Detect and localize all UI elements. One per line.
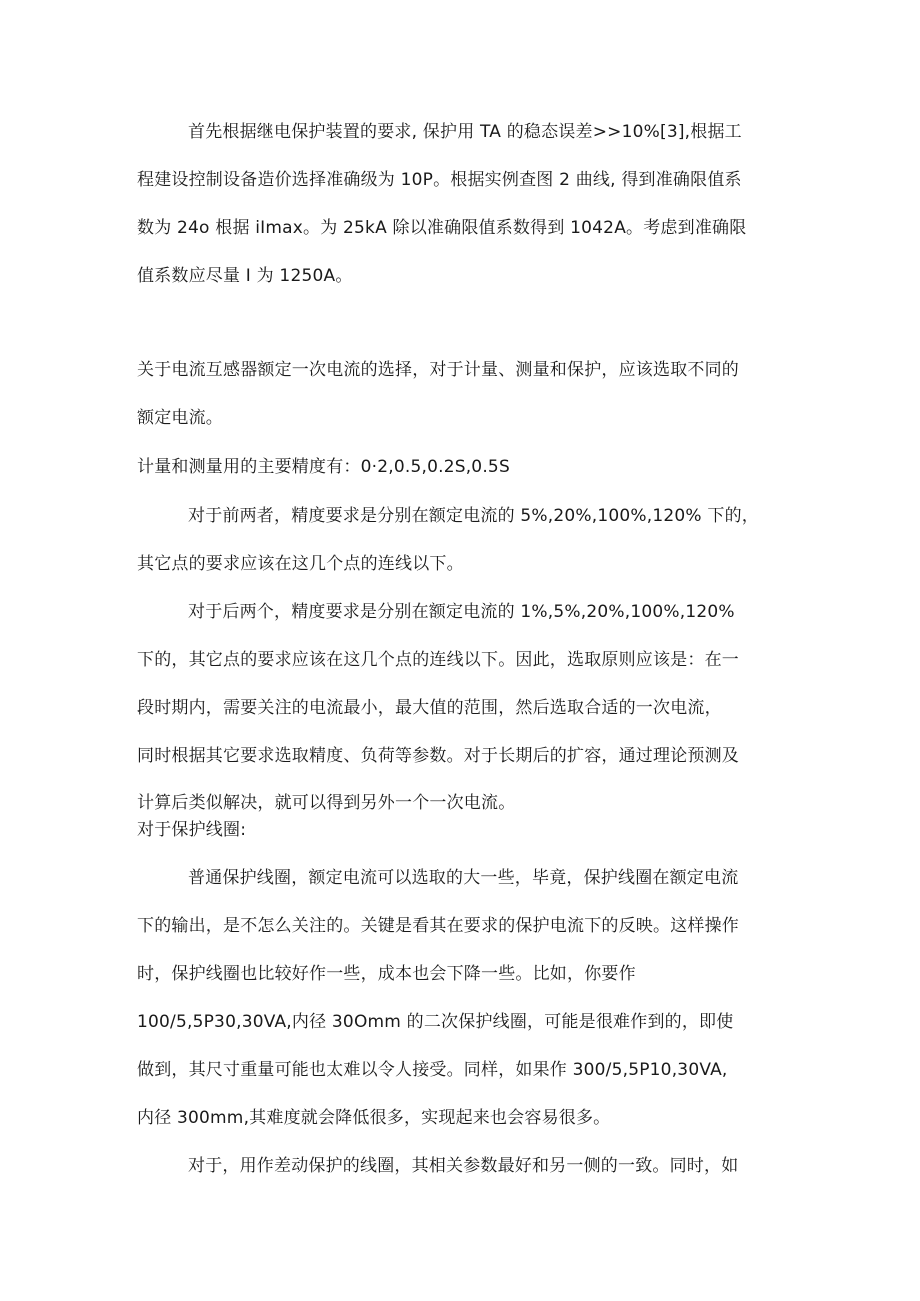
text-line: 计算后类似解决，就可以得到另外一个一次电流。 — [137, 793, 516, 813]
text-line: 计量和测量用的主要精度有：0·2,0.5,0.2S,0.5S — [137, 457, 510, 477]
text-line: 做到，其尺寸重量可能也太难以令人接受。同样，如果作 300/5,5P10,30VA, — [137, 1060, 728, 1080]
text-line: 同时根据其它要求选取精度、负荷等参数。对于长期后的扩容，通过理论预测及 — [137, 746, 739, 766]
text-line: 数为 24o 根据 iImax。为 25kA 除以准确限值系数得到 1042A。考虑到准确限 — [137, 218, 747, 238]
text-line: 段时期内，需要关注的电流最小，最大值的范围，然后选取合适的一次电流， — [137, 698, 722, 718]
text-line: 关于电流互感器额定一次电流的选择，对于计量、测量和保护，应该选取不同的 — [137, 360, 739, 380]
text-line: 100/5,5P30,30VA,内径 30Omm 的二次保护线圈，可能是很难作到的，即使 — [137, 1012, 734, 1032]
text-line: 时，保护线圈也比较好作一些，成本也会下降一些。比如，你要作 — [137, 964, 636, 984]
text-line: 额定电流。 — [137, 408, 223, 428]
text-line: 下的输出，是不怎么关注的。关键是看其在要求的保护电流下的反映。这样操作 — [137, 916, 739, 936]
text-line: 下的，其它点的要求应该在这几个点的连线以下。因此，选取原则应该是：在一 — [137, 650, 739, 670]
text-line: 对于前两者，精度要求是分别在额定电流的 5%,20%,100%,120% 下的， — [188, 506, 759, 526]
text-line: 对于保护线圈: — [137, 820, 247, 840]
text-line: 值系数应尽量 I 为 1250A。 — [137, 266, 353, 286]
text-line: 对于后两个，精度要求是分别在额定电流的 1%,5%,20%,100%,120% — [188, 602, 735, 622]
text-line: 其它点的要求应该在这几个点的连线以下。 — [137, 554, 464, 574]
text-line: 程建设控制设备造价选择准确级为 10P。根据实例查图 2 曲线, 得到准确限值系 — [137, 170, 742, 190]
text-line: 首先根据继电保护装置的要求, 保护用 TA 的稳态误差>>10%[3],根据工 — [188, 122, 742, 142]
text-line: 对于，用作差动保护的线圈，其相关参数最好和另一侧的一致。同时，如 — [188, 1156, 739, 1176]
text-line: 普通保护线圈，额定电流可以选取的大一些，毕竟，保护线圈在额定电流 — [188, 868, 739, 888]
text-line: 内径 300mm,其难度就会降低很多，实现起来也会容易很多。 — [137, 1108, 611, 1128]
